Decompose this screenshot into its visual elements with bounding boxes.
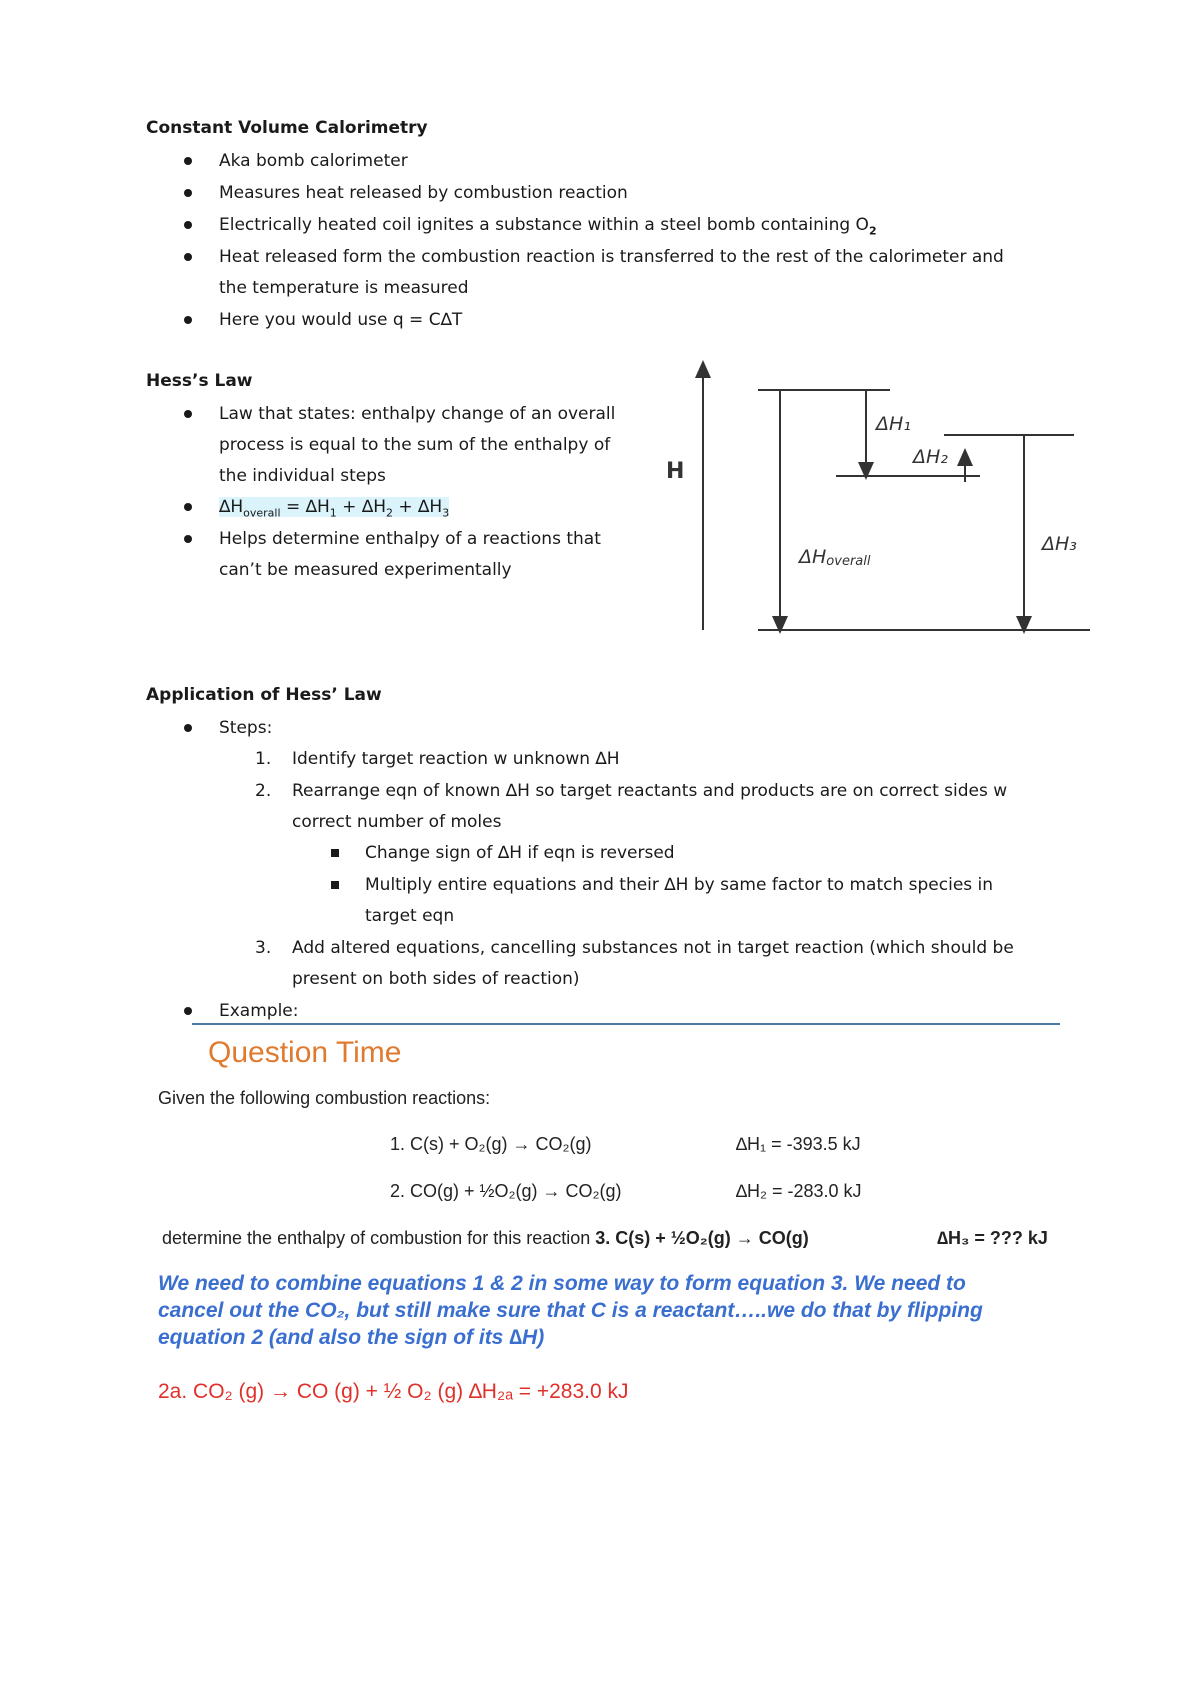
bullet-marker <box>184 1007 192 1015</box>
hess-formula: $\Delta H_{overall} = \Delta H_1 + \Delta H_2 + \Delta H_3$ <box>219 497 450 520</box>
bullet-marker <box>184 410 192 418</box>
step-number: 1. <box>255 749 272 769</box>
dh2-label: ΔH₂ <box>913 446 948 468</box>
bullet-marker <box>184 503 192 511</box>
equation-2-enthalpy: ∆H₂ = -283.0 kJ <box>736 1181 862 1201</box>
equation-2: 2. CO(g) + ½O₂(g) → CO₂(g) <box>390 1181 622 1201</box>
equation-1: 1. C(s) + O₂(g) → CO₂(g) <box>390 1134 592 1154</box>
enthalpy-diagram <box>650 360 1110 650</box>
bullet-marker <box>184 535 192 543</box>
equation-3-enthalpy: ∆H₃ = ??? kJ <box>937 1228 1048 1248</box>
step-number: 2. <box>255 781 272 801</box>
bullet-text: Aka bomb calorimeter <box>219 151 408 171</box>
bullet-text: Measures heat released by combustion reaction <box>219 183 628 203</box>
sub-bullet-marker <box>331 849 339 857</box>
sub-bullet-text: Change sign of ∆H if eqn is reversed <box>365 843 675 863</box>
question-divider <box>192 1023 1060 1025</box>
step-text: Identify target reaction w unknown ∆H <box>292 749 620 769</box>
step-text-continued: present on both sides of reaction) <box>292 969 580 989</box>
bullet-marker <box>184 724 192 732</box>
sub-bullet-text: Multiply entire equations and their ∆H by same factor to match species in <box>365 875 994 895</box>
bullet-marker <box>184 189 192 197</box>
equation-1-enthalpy: ∆H₁ = -393.5 kJ <box>736 1134 861 1154</box>
dh1-label: ΔH₁ <box>876 413 911 435</box>
bullet-text-continued: the temperature is measured <box>219 278 469 298</box>
bullet-text: Electrically heated coil ignites a substance within a steel bomb containing $O_2$ <box>219 215 877 238</box>
bullet-text: Here you would use q = C∆T <box>219 310 463 330</box>
explanation-line: cancel out the CO₂, but still make sure that C is a reactant…..we do that by flipping <box>158 1299 983 1322</box>
dh3-label: ΔH₃ <box>1042 533 1077 555</box>
step-text-continued: correct number of moles <box>292 812 502 832</box>
bullet-marker <box>184 316 192 324</box>
bullet-text-continued: process is equal to the sum of the enthalpy of <box>219 435 611 455</box>
steps-label: Steps: <box>219 718 273 738</box>
bullet-marker <box>184 253 192 261</box>
bullet-text-continued: can’t be measured experimentally <box>219 560 512 580</box>
answer-equation-2a: 2a. CO₂ (g) → CO (g) + ½ O₂ (g) ∆H₂ₐ = +283.0 kJ <box>158 1380 629 1403</box>
bullet-text: Law that states: enthalpy change of an overall <box>219 404 616 424</box>
bullet-marker <box>184 221 192 229</box>
step-number: 3. <box>255 938 272 958</box>
sub-bullet-text-continued: target eqn <box>365 906 455 926</box>
section-heading-hess-law: Hess’s Law <box>146 371 253 391</box>
bullet-text: Helps determine enthalpy of a reactions that <box>219 529 601 549</box>
step-text: Add altered equations, cancelling substances not in target reaction (which should be <box>292 938 1014 958</box>
bullet-text: Heat released form the combustion reaction is transferred to the rest of the calorimeter and <box>219 247 1004 267</box>
example-label: Example: <box>219 1001 299 1021</box>
question-intro: Given the following combustion reactions: <box>158 1088 491 1108</box>
question-title: Question Time <box>208 1036 402 1069</box>
explanation-line: We need to combine equations 1 & 2 in some way to form equation 3. We need to <box>158 1272 966 1295</box>
h-axis-label: H <box>666 459 685 484</box>
determine-line: determine the enthalpy of combustion for this reaction 3. C(s) + ½O₂(g) → CO(g) <box>162 1228 809 1248</box>
dh-overall-label: ΔHoverall <box>799 546 871 569</box>
sub-bullet-marker <box>331 881 339 889</box>
step-text: Rearrange eqn of known ∆H so target reactants and products are on correct sides w <box>292 781 1008 801</box>
bullet-marker <box>184 157 192 165</box>
section-heading-calorimetry: Constant Volume Calorimetry <box>146 118 428 138</box>
bullet-text-continued: the individual steps <box>219 466 386 486</box>
section-heading-application: Application of Hess’ Law <box>146 685 382 705</box>
explanation-line: equation 2 (and also the sign of its ∆H) <box>158 1326 545 1349</box>
